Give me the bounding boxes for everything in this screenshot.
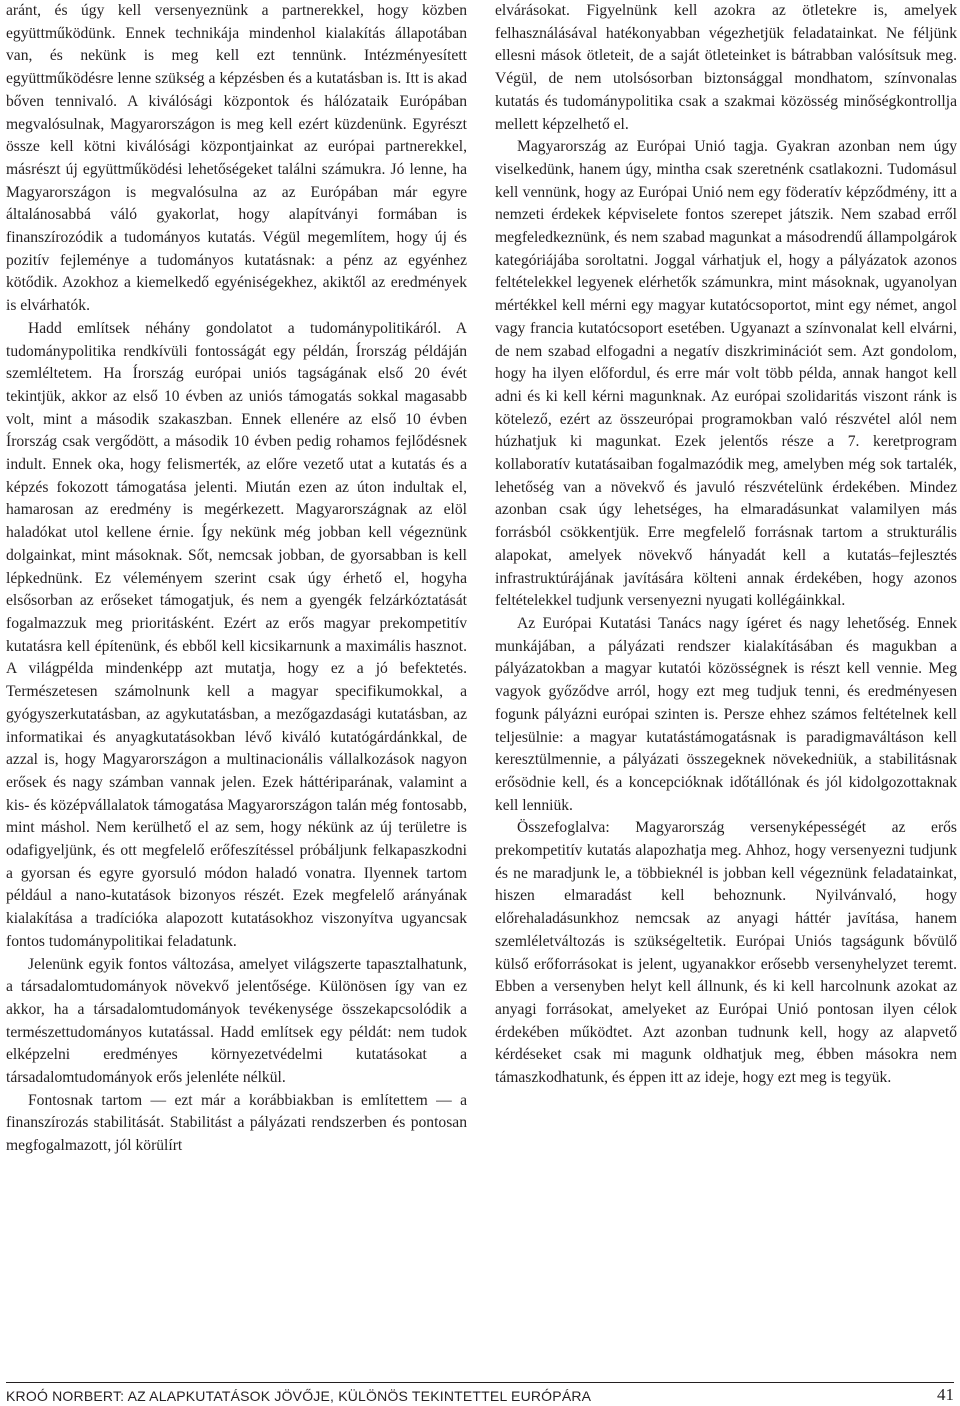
page-number: 41 <box>937 1385 954 1404</box>
running-title: KROÓ NORBERT: AZ ALAPKUTATÁSOK JÖVŐJE, KÜLÖNÖS TEKINTETTEL EURÓPÁRA <box>6 1388 592 1404</box>
paragraph: Jelenünk egyik fontos változása, amelyet világszerte tapasztalhatunk, a társadalomtudományok növekvő jelentősége. Különösen így van ez akkor, ha a társadalomtudományok tevékenysége összekapcsolódik a természettudományos kutatással. Hadd említsek egy példát: nem tudok elképzelni eredményes környezetvédelmi kutatásokat a társadalomtudományok erős jelenléte nélkül. <box>6 955 467 1087</box>
paragraph: Összefoglalva: Magyarország versenyképességét az erős prekompetitív kutatás alapozhatja meg. Ahhoz, hogy versenyezni tudjunk és ne maradjunk le, a többieknél is jobban kell végeznünk feladatainkat, hiszen elmaradást kell behoznunk. Nyilvánvaló, hogy előrehaladásunkhoz nemcsak az anyagi háttér javítása, hanem szemléletváltozás is szükségeltetik. Európai Uniós tagságunk bővülő külső erőforrásokat is jelent, ugyanakkor erősebb versenyhelyzet teremt. Ebben a versenyben helyt kell állnunk, és ki kell harcolnunk azokat az anyagi forrásokat, amelyeket az Európai Unió pontosan ilyen célok érdekében működtet. Azt azonban tudnunk kell, hogy az alapvető kérdéseket csak mi magunk oldhatjuk meg, ébben másokra nem támaszkodhatunk, és éppen itt az ideje, hogy ezt meg is tegyük. <box>495 819 957 1087</box>
paragraph: Az Európai Kutatási Tanács nagy ígéret és nagy lehetőség. Ennek munkájában, a pályázati rendszer kialakításában és magukban a pályázatokban a magyar kutatói közösségnek is részt kell vennie. Meg vagyok győződve arról, hogy ezt meg tudjuk tenni, és eredményesen fogunk pályázni európai szinten is. Persze ehhez számos feltételnek kell teljesülnie: a magyar kutatástámogatásnak is paradigmaváltáson kell keresztülmennie, a pályázati összegeknek növekedniük, a stabilitásnak erősödnie kell, és a koncepcióknak időtállónak és jól kidolgozottaknak kell lenniük. <box>495 614 957 814</box>
page-footer <box>6 1382 954 1403</box>
paragraph: Fontosnak tartom — ezt már a korábbiakban is említettem — a finanszírozás stabilitását. Stabilitást a pályázati rendszerben és pontosan megfogalmazott, jól körülírt <box>6 1091 467 1155</box>
paragraph: Hadd említsek néhány gondolatot a tudománypolitikáról. A tudománypolitika rendkívüli fontosságát egy példán, Írország példáján szemléltetem. Ha Írország európai uniós tagságának első 20 évét tekintjük, akkor az első 10 évben az uniós támogatás sokkal magasabb volt, mint a második szakaszban. Ennek ellenére az első 10 évben Írország csak vergődött, a második 10 évben pedig rohamos fejlődésnek indult. Ennek oka, hogy felismerték, az előre vezető utat a kutatás és a képzés fokozott támogatása jelenti. Miután ezen az úton indultak el, hamarosan az eredmény is megérkezett. Magyarországnak az elöl haladókat utol kellene érnie. Így nekünk még jobban kell végeznünk dolgainkat, mint másoknak. Sőt, nemcsak jobban, de gyorsabban is kell lépkednünk. Ez véleményem szerint csak úgy érhető el, hogyha elsősorban az erőseket támogatjuk, és nem a gyengék felzárkóztatását fogalmazzuk meg prioritásként. Ezért az erős magyar prekompetitív kutatásra kell építenünk, és ebből kell kicsikarnunk a maximális hasznot. A világpélda mindenképp azt mutatja, hogy ez a jó befektetés. Természetesen számolnunk kell a magyar specifikumokkal, a gyógyszerkutatásban, az agykutatásban, a mezőgazdasági kutatásban, az informatikai és anyagkutatásokban lévő kiváló kutatógárdánkkal, de azzal is, hogy Magyarországon a multinacionális vállalkozások nagyon erősek és nagy számban vannak jelen. Ezek háttériparának, valamint a kis- és középvállalatok támogatása Magyarországon talán még fontosabb, mint máshol. Nem kerülhető el az sem, hogy nékünk az új területre is odafigyeljünk, és ott megfelelő erőfeszítéssel próbáljunk felkapaszkodni a gyorsan és egyre gyorsuló módon haladó vonatra. Ilyennek tartom például a nano-kutatások bizonyos részét. Ezek megfelelő arányának kialakítása a tradícióka alapozott kutatásokhoz viszonyítva ugyancsak fontos tudománypolitikai feladatunk. <box>6 319 467 950</box>
paragraph: Magyarország az Európai Unió tagja. Gyakran azonban nem úgy viselkedünk, hanem úgy, mintha csak szeretnénk csatlakozni. Tudomásul kell vennünk, hogy az Európai Unió nem egy föderatív képződmény, itt a nemzeti érdekek képviselete fontos szerepet játszik. Nem szabad erről megfeledkeznünk, és nem szabad magunkat a másodrendű állampolgárok kategóriájába soroltatni. Joggal várhatjuk el, hogy a pályázatok azonos feltételekkel legyenek elérhetők számunkra, mint másoknak, ugyanolyan mértékkel kell mérni egy magyar kutatócsoportot, mint egy német, angol vagy francia kutatócsoport esetében. Ugyanazt a színvonalat kell elvárni, de nem szabad elfogadni a negatív diszkriminációt sem. Azt gondolom, hogy ha ilyen előfordul, és erre már volt több példa, annak hangot kell adni és ki kell kérni magunknak. Az európai szolidaritás viszont ránk is kötelező, ezért az összeurópai programokban való részvétel alól nem húzhatjuk ki magunkat. Ezek jelentős része a 7. keretprogram kollaboratív kutatásaiban fogalmazódik meg, amelyben még sok tartalék, lehetőség van a növekvő és javuló részvételünk érdekében. Mindez azonban csak úgy lehetséges, ha elmaradásunkat valamilyen más forrásból csökkentjük. Erre megfelelő forrásnak tartom a strukturális alapokat, amelyek növekvő hányadát kell a kutatás–fejlesztés infrastruktúrájának javítására költeni annak érdekében, hogy azonos feltételekkel tudjunk versenyezni nyugati kollégáinkkal. <box>495 138 957 610</box>
right-text-column <box>495 0 957 1090</box>
left-text-column <box>6 0 467 1158</box>
paragraph: elvárásokat. Figyelnünk kell azokra az ötletekre is, amelyek felhasználásával hatékonyabban végezhetjük feladatainkat. Ne féljünk ellesni mások ötleteit, de a saját ötleteinket is bátrabban valósítsuk meg. Végül, de nem utolsósorban biztonsággal mondhatom, színvonalas kutatás és tudománypolitika csak a szakmai közösség minőségkontrollja mellett képzelhető el. <box>495 2 957 133</box>
paragraph: aránt, és úgy kell versenyeznünk a partnerekkel, hogy közben együttműködünk. Ennek technikája mindenhol kialakítás állapotában van, és nekünk is meg kell ezt tennünk. Intézményesített együttműködésre lenne szükség a képzésben és a kutatásban is. Itt is akad bőven tennivaló. A kiválósági központok és hálózataik Európában megvalósulnak, Magyarországon is meg kell ezért küzdenünk. Egyrészt össze kell kötni kiválósági központjainkat az európai partnerekkel, másrészt új együttműködési lehetőségeket találni számukra. Jó lenne, ha Magyarországon is megvalósulna az az Európában már egyre általánosabbá váló gyakorlat, hogy alapítványi formában is finanszírozódik a tudományos kutatás. Végül megemlítem, hogy új és pozitív fejleménye a tudományos kutatásnak: a pénz az egyénhez kötődik. Azokhoz a kiemelkedő egyéniségekhez, akiktől az eredmények is elvárhatók. <box>6 2 467 315</box>
